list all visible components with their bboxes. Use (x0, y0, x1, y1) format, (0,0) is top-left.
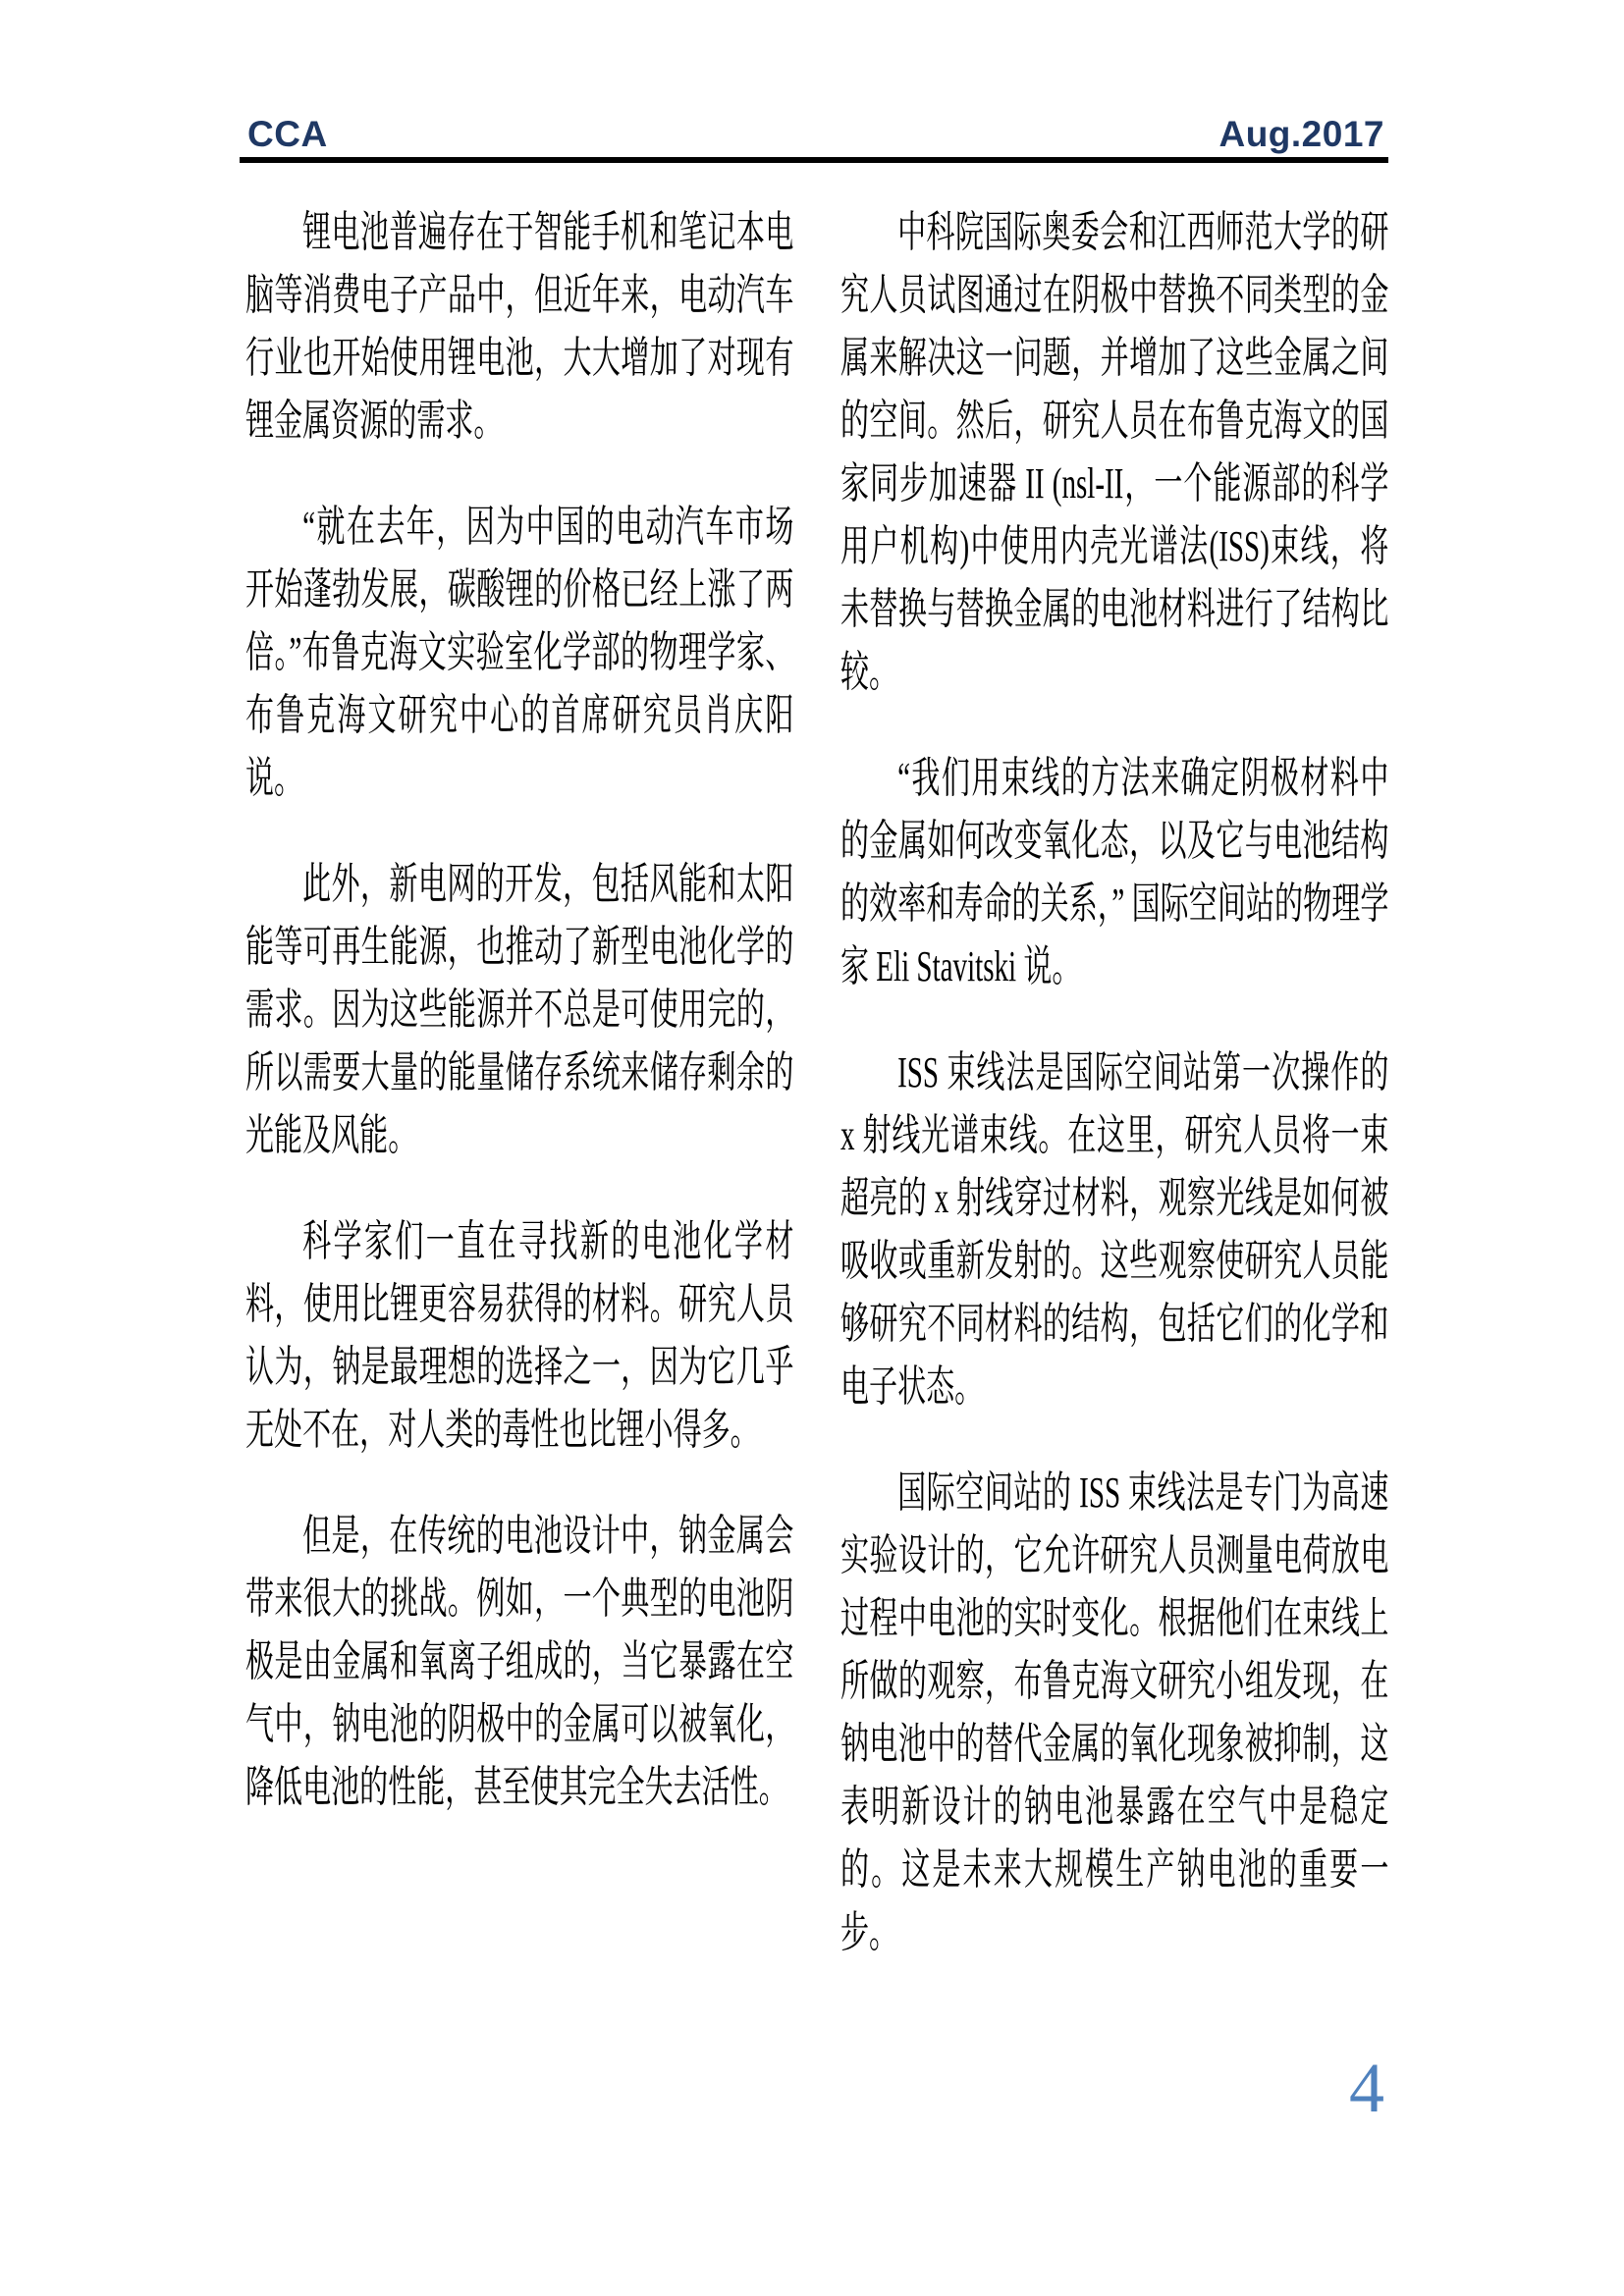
paragraph: 中科院国际奥委会和江西师范大学的研究人员试图通过在阴极中替换不同类型的金属来解决这一问题，并增加了这些金属之间的空间。然后，研究人员在布鲁克海文的国家同步加速器 II (nsl-II，一个能源部的科学用户机构)中使用内壳光谱法(ISS)束线，将未替换与替换金属的电池材料进行了结构比较。 (840, 208, 1389, 696)
header-divider (240, 157, 1388, 163)
paragraph: 但是，在传统的电池设计中，钠金属会带来很大的挑战。例如，一个典型的电池阴极是由金属和氧离子组成的，当它暴露在空气中，钠电池的阴极中的金属可以被氧化，降低电池的性能，甚至使其完全失去活性。 (245, 1512, 794, 1811)
paragraph: 科学家们一直在寻找新的电池化学材料，使用比锂更容易获得的材料。研究人员认为，钠是最理想的选择之一，因为它几乎无处不在，对人类的毒性也比锂小得多。 (245, 1217, 794, 1454)
paragraph: 此外，新电网的开发，包括风能和太阳能等可再生能源，也推动了新型电池化学的需求。因为这些能源并不总是可使用完的，所以需要大量的能量储存系统来储存剩余的光能及风能。 (245, 860, 794, 1159)
right-column (840, 201, 1388, 2007)
header-title: CCA (247, 114, 328, 154)
page-number: 4 (1349, 2049, 1384, 2127)
paragraph: “我们用束线的方法来确定阴极材料中的金属如何改变氧化态，以及它与电池结构的效率和寿命的关系，” 国际空间站的物理学家 Eli Stavitski 说。 (840, 754, 1389, 990)
paragraph: ISS 束线法是国际空间站第一次操作的 x 射线光谱束线。在这里，研究人员将一束超亮的 x 射线穿过材料，观察光线是如何被吸收或重新发射的。这些观察使研究人员能够研究不同材料的结构，包括它们的化学和电子状态。 (840, 1048, 1389, 1411)
paragraph: “就在去年，因为中国的电动汽车市场开始蓬勃发展，碳酸锂的价格已经上涨了两倍。”布鲁克海文实验室化学部的物理学家、布鲁克海文研究中心的首席研究员肖庆阳说。 (245, 503, 794, 802)
paragraph: 国际空间站的 ISS 束线法是专门为高速实验设计的，它允许研究人员测量电荷放电过程中电池的实时变化。根据他们在束线上所做的观察，布鲁克海文研究小组发现，在钠电池中的替代金属的氧化现象被抑制，这表明新设计的钠电池暴露在空气中是稳定的。这是未来大规模生产钠电池的重要一步。 (840, 1468, 1389, 1956)
left-column (245, 201, 793, 1862)
paragraph: 锂电池普遍存在于智能手机和笔记本电脑等消费电子产品中，但近年来，电动汽车行业也开始使用锂电池，大大增加了对现有锂金属资源的需求。 (245, 208, 794, 445)
header-date: Aug.2017 (1218, 114, 1384, 154)
page-header (247, 114, 1384, 155)
